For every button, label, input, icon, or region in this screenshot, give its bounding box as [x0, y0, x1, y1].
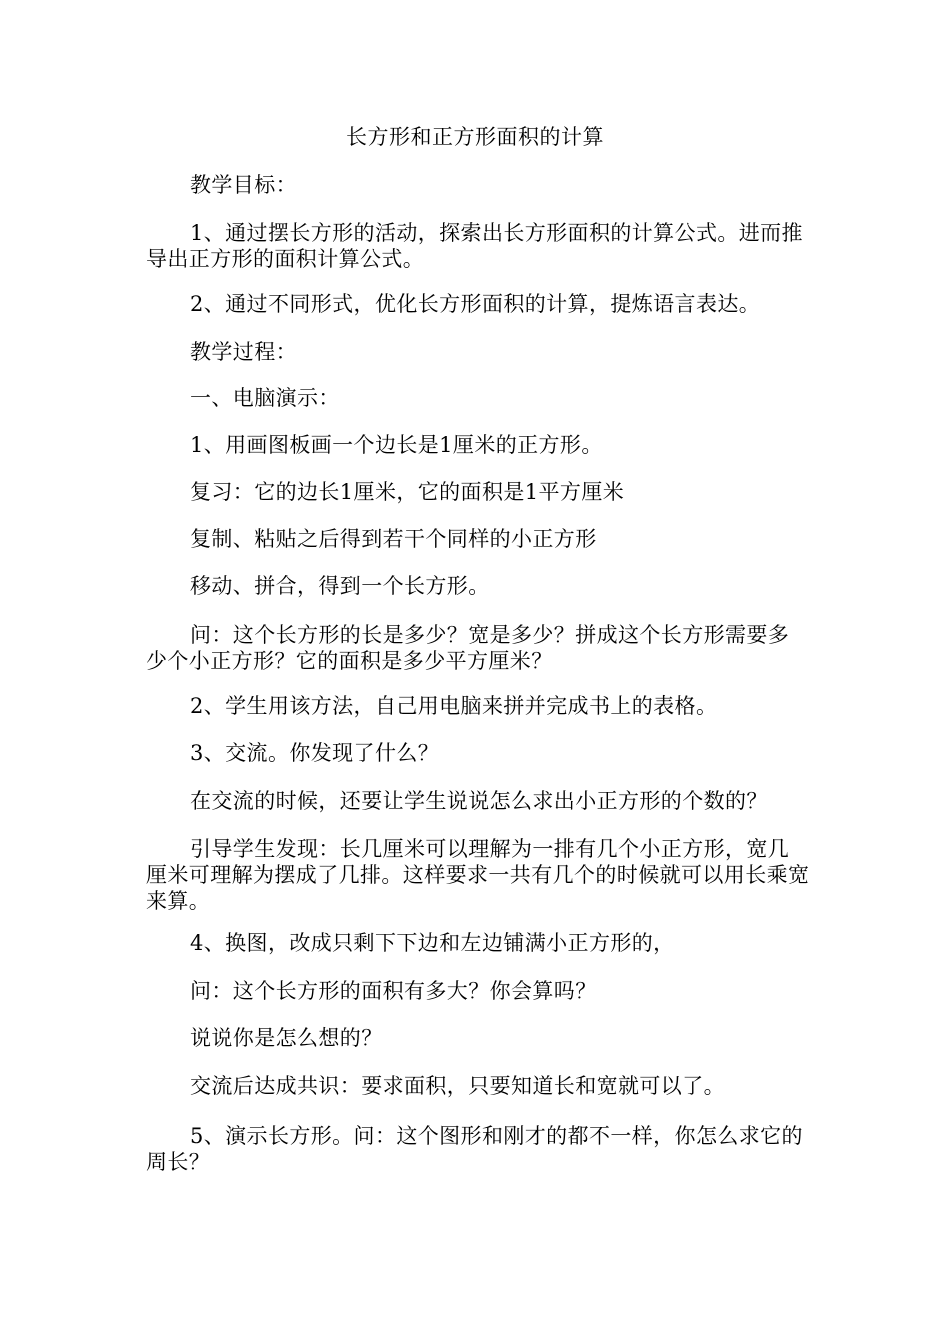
paragraph-step-1: 1、用画图板画一个边长是1厘米的正方形。 — [190, 433, 603, 457]
paragraph-move-combine: 移动、拼合，得到一个长方形。 — [190, 574, 490, 598]
paragraph-guide-discovery: 引导学生发现：长几厘米可以理解为一排有几个小正方形，宽几厘米可理解为摆成了几排。这样要求一共有几个的时候就可以用长乘宽来算。 — [146, 837, 810, 913]
paragraph-explain-thinking: 说说你是怎么想的？ — [190, 1026, 383, 1050]
document-title: 长方形和正方形面积的计算 — [346, 125, 604, 149]
paragraph-question-1: 问：这个长方形的长是多少？宽是多少？拼成这个长方形需要多少个小正方形？它的面积是多少平方厘米？ — [146, 623, 790, 673]
paragraph-consensus: 交流后达成共识：要求面积，只要知道长和宽就可以了。 — [190, 1074, 725, 1098]
paragraph-copy-paste: 复制、粘贴之后得到若干个同样的小正方形 — [190, 527, 597, 551]
paragraph-goal-2: 2、通过不同形式，优化长方形面积的计算，提炼语言表达。 — [190, 292, 761, 316]
paragraph-step-2: 2、学生用该方法，自己用电脑来拼并完成书上的表格。 — [190, 694, 718, 718]
paragraph-question-2: 问：这个长方形的面积有多大？你会算吗？ — [190, 979, 597, 1003]
paragraph-goal-1: 1、通过摆长方形的活动，探索出长方形面积的计算公式。进而推导出正方形的面积计算公式。 — [146, 221, 803, 271]
paragraph-review: 复习：它的边长1厘米，它的面积是1平方厘米 — [190, 480, 625, 504]
paragraph-step-4: 4、换图，改成只剩下下边和左边铺满小正方形的， — [190, 931, 675, 955]
paragraph-teaching-goals-heading: 教学目标： — [190, 173, 297, 197]
paragraph-step-5: 5、演示长方形。问：这个图形和刚才的都不一样，你怎么求它的周长？ — [146, 1124, 803, 1174]
paragraph-step-3: 3、交流。你发现了什么？ — [190, 741, 440, 765]
paragraph-teaching-process-heading: 教学过程： — [190, 340, 297, 364]
paragraph-exchange-note: 在交流的时候，还要让学生说说怎么求出小正方形的个数的？ — [190, 789, 768, 813]
paragraph-section-1-heading: 一、电脑演示： — [190, 386, 340, 410]
